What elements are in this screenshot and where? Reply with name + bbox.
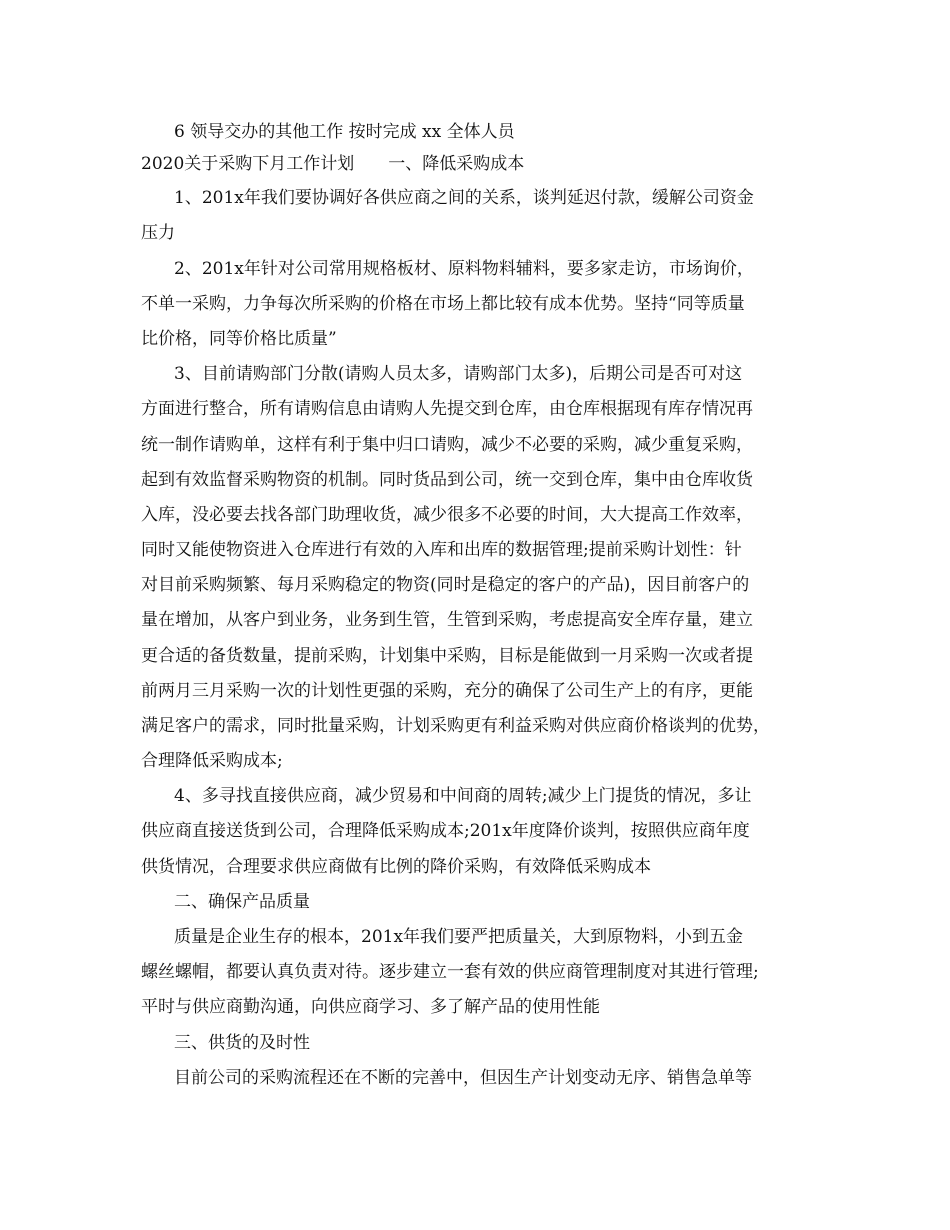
text-line: 同时又能使物资进入仓库进行有效的入库和出库的数据管理;提前采购计划性：针: [141, 540, 742, 560]
text-line: 不单一采购，力争每次所采购的价格在市场上都比较有成本优势。坚持“同等质量: [141, 294, 745, 314]
text-line: 6 领导交办的其他工作 按时完成 xx 全体人员: [174, 122, 515, 142]
text-line: 前两月三月采购一次的计划性更强的采购，充分的确保了公司生产上的有序，更能: [141, 681, 753, 701]
text-line: 起到有效监督采购物资的机制。同时货品到公司，统一交到仓库，集中由仓库收货: [141, 470, 753, 490]
text-line: 质量是企业生存的根本，201x年我们要严把质量关，大到原物料，小到五金: [174, 927, 744, 947]
text-line: 量在增加，从客户到业务，业务到生管，生管到采购，考虑提高安全库存量，建立: [141, 610, 753, 630]
text-line: 更合适的备货数量，提前采购，计划集中采购，目标是能做到一月采购一次或者提: [141, 646, 753, 666]
text-line: 压力: [141, 223, 175, 243]
text-line: 统一制作请购单，这样有利于集中归口请购，减少不必要的采购，减少重复采购，: [141, 435, 753, 455]
text-line: 供应商直接送货到公司，合理降低采购成本;201x年度降价谈判，按照供应商年度: [141, 821, 750, 841]
text-line: 螺丝螺帽，都要认真负责对待。逐步建立一套有效的供应商管理制度对其进行管理;: [141, 962, 759, 982]
text-line: 目前公司的采购流程还在不断的完善中，但因生产计划变动无序、销售急单等: [174, 1068, 752, 1088]
section-heading: 二、确保产品质量: [174, 892, 310, 912]
text-line: 对目前采购频繁、每月采购稳定的物资(同时是稳定的客户的产品)，因目前客户的: [141, 575, 750, 595]
text-line: 供货情况，合理要求供应商做有比例的降价采购，有效降低采购成本: [141, 857, 651, 877]
text-line: 2、201x年针对公司常用规格板材、原料物料辅料，要多家走访，市场询价，: [174, 259, 754, 279]
text-line: 方面进行整合，所有请购信息由请购人先提交到仓库，由仓库根据现有库存情况再: [141, 399, 753, 419]
text-line: 入库，没必要去找各部门助理收货，减少很多不必要的时间，大大提高工作效率，: [141, 505, 753, 525]
text-line: 平时与供应商勤沟通，向供应商学习、多了解产品的使用性能: [141, 997, 600, 1017]
text-line: 4、多寻找直接供应商，减少贸易和中间商的周转;减少上门提货的情况，多让: [174, 786, 752, 806]
text-line: 1、201x年我们要协调好各供应商之间的关系，谈判延迟付款，缓解公司资金: [174, 188, 754, 208]
text-line: 3、目前请购部门分散(请购人员太多，请购部门太多)，后期公司是否可对这: [174, 364, 743, 384]
text-line: 满足客户的需求，同时批量采购，计划采购更有利益采购对供应商价格谈判的优势，: [141, 716, 770, 736]
section-heading: 三、供货的及时性: [174, 1033, 310, 1053]
text-line: 合理降低采购成本;: [141, 751, 283, 771]
document-title: 2020关于采购下月工作计划 一、降低采购成本: [141, 154, 525, 174]
text-line: 比价格，同等价格比质量”: [141, 329, 337, 349]
